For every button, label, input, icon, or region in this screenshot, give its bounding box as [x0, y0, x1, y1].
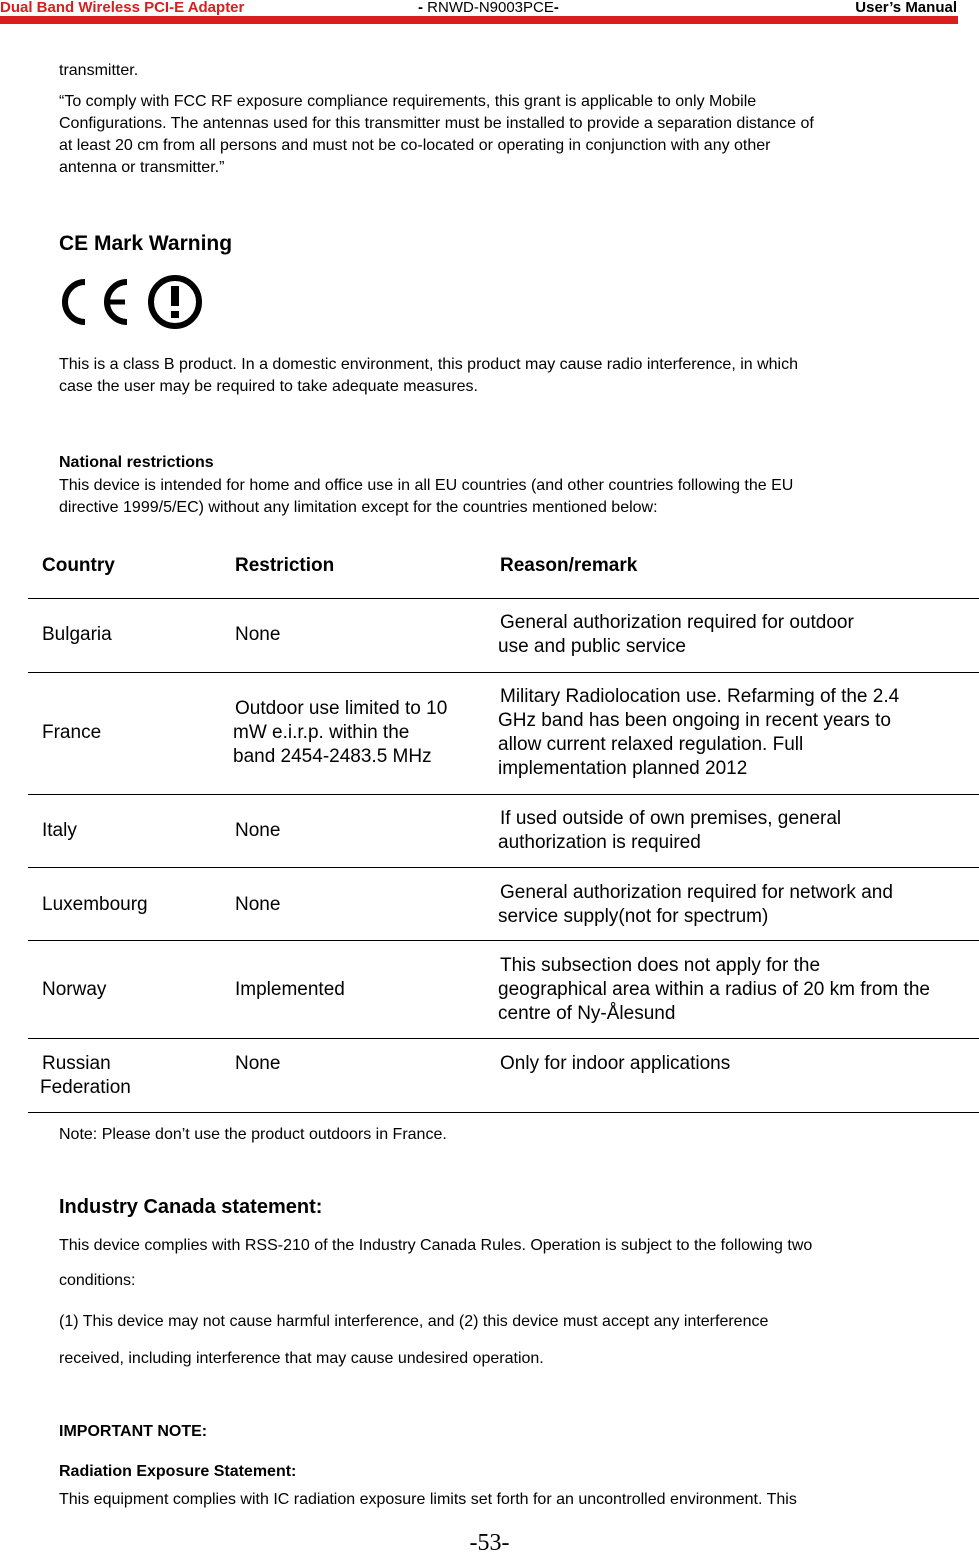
column-header-country: Country [42, 555, 115, 576]
header-product-name: Dual Band Wireless PCI-E Adapter [0, 0, 245, 16]
national-text-line-2: directive 1999/5/EC) without any limitation except for the countries mentioned below: [59, 499, 658, 516]
reason-cell: This subsection does not apply for the geographical area within a radius of 20 km from the centre of Ny-Ålesund [498, 955, 930, 1024]
reason-cell: General authorization required for network and service supply(not for spectrum) [498, 882, 893, 927]
fcc-quote-line-4: antenna or transmitter.” [59, 159, 225, 176]
intro-line: transmitter. [59, 62, 139, 79]
header-rule [0, 16, 958, 24]
radiation-text: This equipment complies with IC radiation exposure limits set forth for an uncontrolled environment. This [59, 1491, 797, 1508]
radiation-subheading: Radiation Exposure Statement: [59, 1463, 297, 1480]
table-note: Note: Please don’t use the product outdoors in France. [59, 1126, 447, 1143]
ce-text-line-1: This is a class B product. In a domestic environment, this product may cause radio interference, in which [59, 356, 799, 373]
table-rule [28, 940, 979, 941]
canada-line-1: This device complies with RSS-210 of the Industry Canada Rules. Operation is subject to the following two [59, 1237, 813, 1254]
header-manual-title: User’s Manual [855, 0, 957, 16]
table-rule [28, 794, 979, 795]
country-cell: Bulgaria [42, 624, 112, 645]
header-model-code: RNWD-N9003PCE [427, 0, 554, 16]
column-header-reason: Reason/remark [500, 555, 638, 576]
page-number: -53- [469, 1530, 510, 1556]
restriction-cell: None [235, 820, 281, 841]
restriction-cell: Implemented [235, 979, 345, 1000]
ce-heading: CE Mark Warning [59, 232, 233, 255]
reason-cell: If used outside of own premises, general authorization is required [498, 808, 842, 853]
country-cell: Luxembourg [42, 894, 148, 915]
canada-line-3: (1) This device may not cause harmful interference, and (2) this device must accept any interference [59, 1313, 769, 1330]
country-cell: France [42, 722, 102, 743]
important-heading: IMPORTANT NOTE: [59, 1423, 208, 1440]
reason-cell: General authorization required for outdoor use and public service [498, 612, 854, 657]
national-heading: National restrictions [59, 454, 214, 471]
fcc-quote-line-3: at least 20 cm from all persons and must not be co-located or operating in conjunction with any other [59, 137, 771, 154]
reason-cell: Military Radiolocation use. Refarming of the 2.4 GHz band has been ongoing in recent years to allow current relaxed regulation. Full implementation planned 2012 [498, 686, 900, 779]
restriction-cell: None [235, 624, 281, 645]
country-cell: Norway [42, 979, 107, 1000]
fcc-quote-line-1: “To comply with FCC RF exposure compliance requirements, this grant is applicable to only Mobile [59, 93, 757, 110]
restriction-cell: None [235, 1053, 281, 1074]
table-rule [28, 1112, 979, 1113]
table-rule [28, 1038, 979, 1039]
national-text-line-1: This device is intended for home and office use in all EU countries (and other countries following the EU [59, 477, 794, 494]
restriction-cell: None [235, 894, 281, 915]
header-model-prefix: - [418, 0, 428, 16]
header-model-suffix: - [553, 0, 559, 16]
header-model [418, 0, 559, 16]
table-rule [28, 598, 979, 599]
canada-line-4: received, including interference that may cause undesired operation. [59, 1350, 544, 1367]
table-rule [28, 672, 979, 673]
canada-heading: Industry Canada statement: [59, 1196, 323, 1218]
country-cell: Italy [42, 820, 77, 841]
table-rule [28, 867, 979, 868]
restriction-cell: Outdoor use limited to 10 mW e.i.r.p. within the band 2454-2483.5 MHz [233, 698, 448, 767]
column-header-restriction: Restriction [235, 555, 335, 576]
fcc-quote-line-2: Configurations. The antennas used for this transmitter must be installed to provide a separation distance of [59, 115, 814, 132]
page-header [0, 0, 979, 24]
ce-text-line-2: case the user may be required to take adequate measures. [59, 378, 478, 395]
canada-line-2: conditions: [59, 1272, 136, 1289]
country-cell: Russian Federation [40, 1053, 131, 1098]
reason-cell: Only for indoor applications [500, 1053, 731, 1074]
ce-alert-mark-icon [55, 272, 205, 332]
